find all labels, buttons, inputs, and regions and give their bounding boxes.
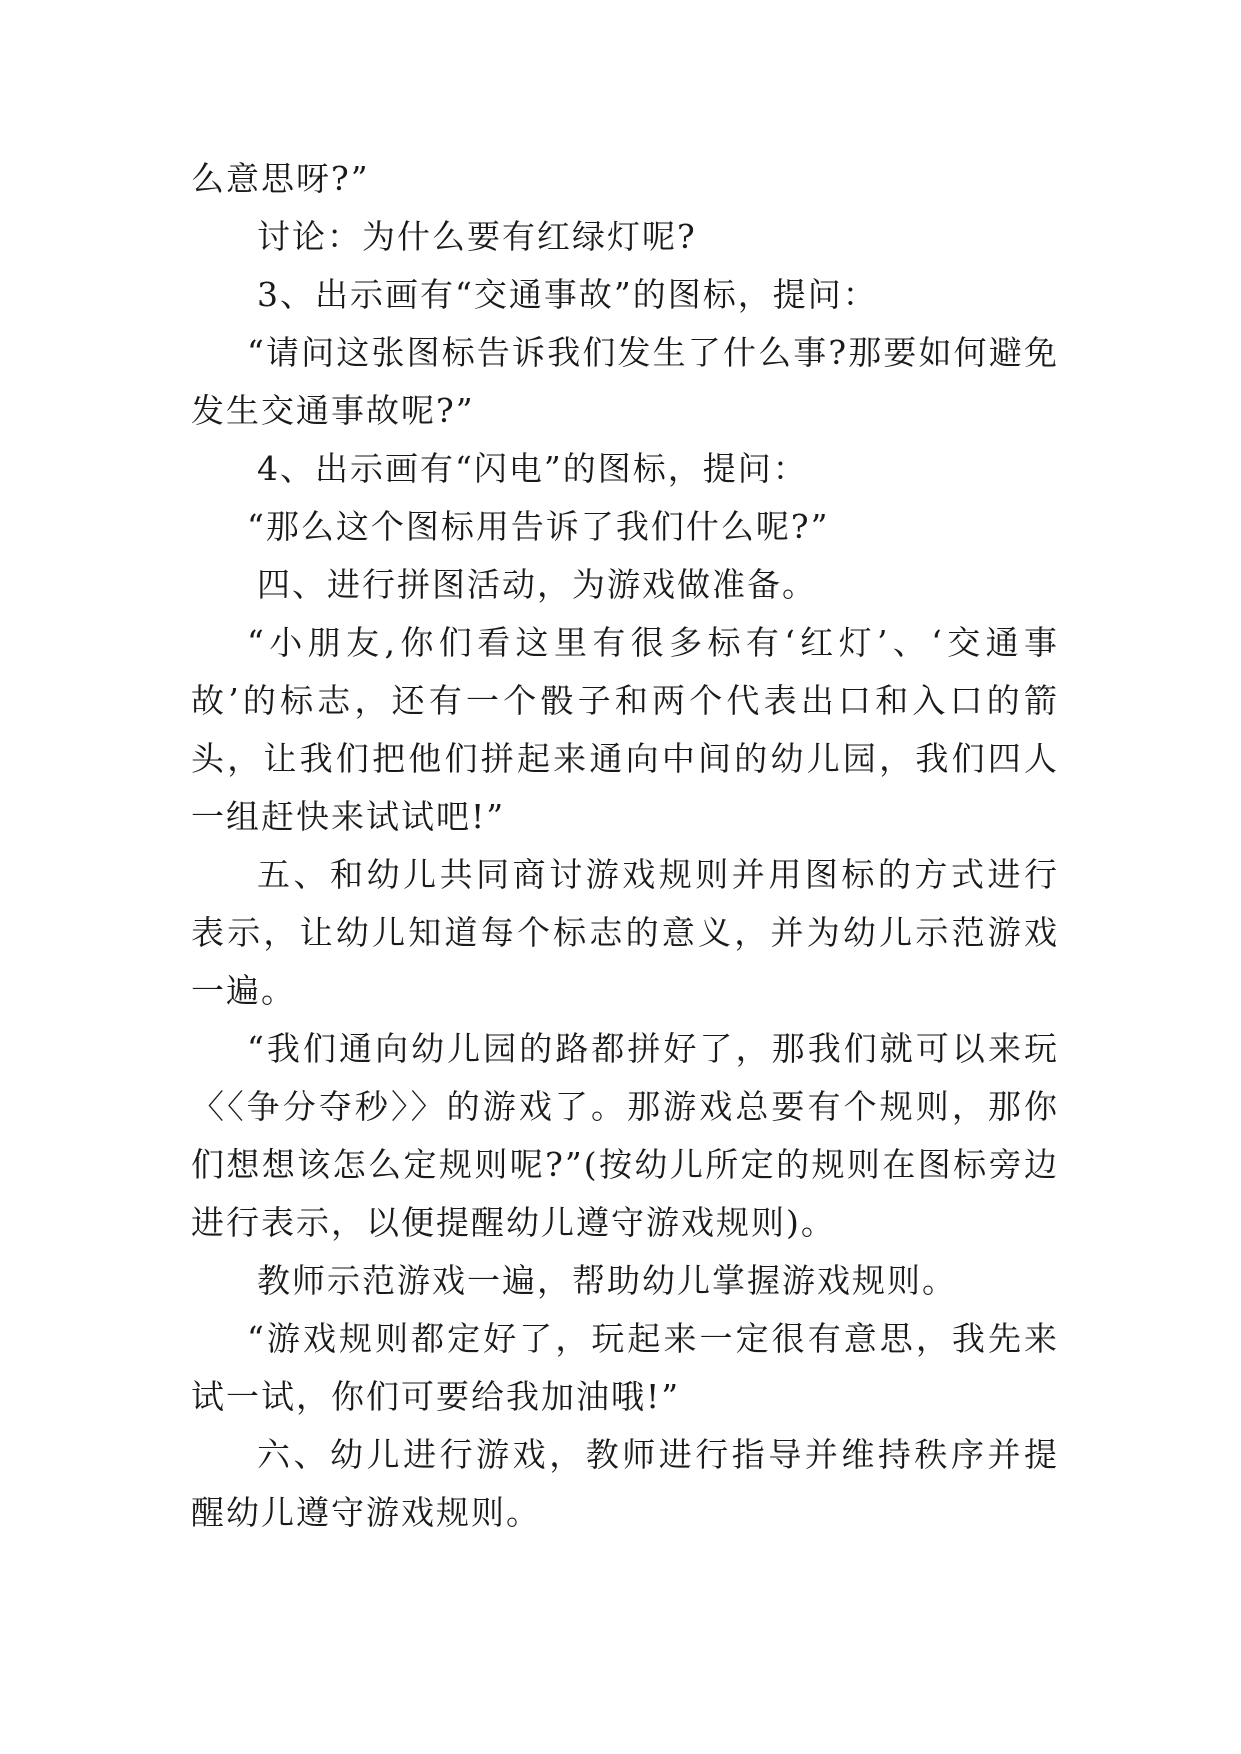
- paragraph-section-5: 五、和幼儿共同商讨游戏规则并用图标的方式进行表示，让幼儿知道每个标志的意义，并为幼儿示范游戏一遍。: [191, 855, 1059, 1010]
- paragraph-teacher-demo: 教师示范游戏一遍，帮助幼儿掌握游戏规则。: [257, 1261, 957, 1300]
- paragraph-section-6: 六、幼儿进行游戏，教师进行指导并维持秩序并提醒幼儿遵守游戏规则。: [191, 1435, 1059, 1532]
- paragraph-step-4: 4、出示画有“闪电”的图标，提问：: [257, 449, 808, 488]
- paragraph-continuation: 么意思呀?”: [191, 159, 370, 198]
- paragraph-question-lightning: “那么这个图标用告诉了我们什么呢?”: [247, 507, 830, 546]
- paragraph-rules-quote: “我们通向幼儿园的路都拼好了，那我们就可以来玩〈〈争分夺秒〉〉的游戏了。那游戏总要有个规则，那你们想想该怎么定规则呢?”(按幼儿所定的规则在图标旁边进行表示，以便提醒幼儿遵守游戏规则)。: [191, 1029, 1059, 1242]
- paragraph-discussion: 讨论：为什么要有红绿灯呢?: [257, 217, 697, 256]
- paragraph-question-accident: “请问这张图标告诉我们发生了什么事?那要如何避免发生交通事故呢?”: [191, 333, 1059, 430]
- paragraph-puzzle-quote: “小朋友,你们看这里有很多标有‘红灯’、‘交通事故’的标志，还有一个骰子和两个代表出口和入口的箭头，让我们把他们拼起来通向中间的幼儿园，我们四人一组赶快来试试吧!”: [191, 623, 1059, 836]
- document-body: [191, 150, 1059, 1542]
- paragraph-step-3: 3、出示画有“交通事故”的图标，提问：: [257, 275, 878, 314]
- paragraph-demo-quote: “游戏规则都定好了，玩起来一定很有意思，我先来试一试，你们可要给我加油哦!”: [191, 1319, 1059, 1416]
- paragraph-section-4: 四、进行拼图活动，为游戏做准备。: [257, 565, 817, 604]
